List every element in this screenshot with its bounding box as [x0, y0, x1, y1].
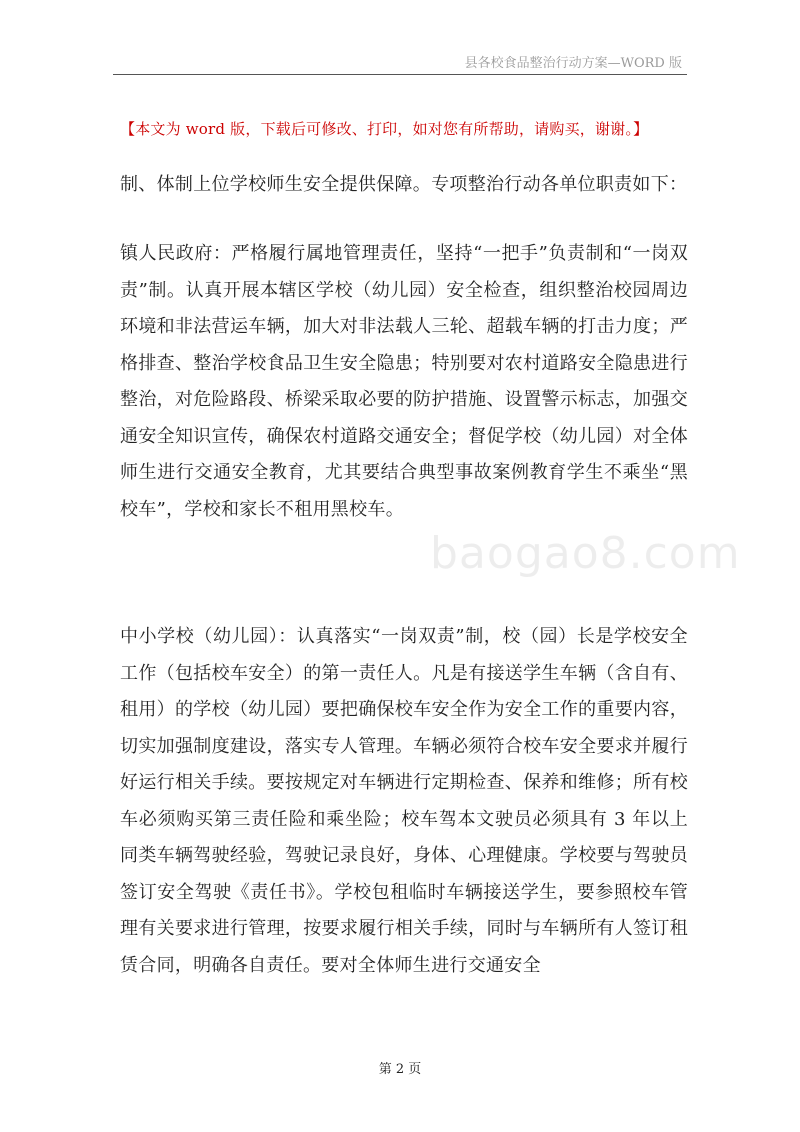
download-notice: 【本文为 word 版，下载后可修改、打印，如对您有所帮助，请购买，谢谢。】	[120, 120, 649, 138]
watermark: baogao8.com	[430, 528, 741, 579]
header-divider	[113, 74, 687, 75]
page-number: 第 2 页	[378, 1062, 422, 1077]
header-title: 县各校食品整治行动方案—WORD 版	[464, 56, 682, 71]
intro-line: 制、体制上位学校师生安全提供保障。专项整治行动各单位职责如下：	[120, 174, 688, 195]
paragraph-town-government: 镇人民政府：严格履行属地管理责任，坚持“一把手”负责制和“一岗双责”制。认真开展本辖区学校（幼儿园）安全检查，组织整治校园周边环境和非法营运车辆，加大对非法载人三轮、超载车辆的打击力度；严格排查、整治学校食品卫生安全隐患；特别要对农村道路安全隐患进行整治，对危险路段、桥梁采取必要的防护措施、设置警示标志，加强交通安全知识宣传，确保农村道路交通安全；督促学校（幼儿园）对全体师生进行交通安全教育，尤其要结合典型事故案例教育学生不乘坐“黑校车”，学校和家长不租用黑校车。	[120, 243, 688, 520]
paragraph-schools: 中小学校（幼儿园）：认真落实“一岗双责”制，校（园）长是学校安全工作（包括校车安全）的第一责任人。凡是有接送学生车辆（含自有、租用）的学校（幼儿园）要把确保校车安全作为安全工作的重要内容，切实加强制度建设，落实专人管理。车辆必须符合校车安全要求并履行好运行相关手续。要按规定对车辆进行定期检查、保养和维修；所有校车必须购买第三责任险和乘坐险；校车驾本文驶员必须具有 3 年以上同类车辆驾驶经验，驾驶记录良好，身体、心理健康。学校要与驾驶员签订安全驾驶《责任书》。学校包租临时车辆接送学生，要参照校车管理有关要求进行管理，按要求履行相关手续，同时与车辆所有人签订租赁合同，明确各自责任。要对全体师生进行交通安全	[120, 626, 688, 976]
